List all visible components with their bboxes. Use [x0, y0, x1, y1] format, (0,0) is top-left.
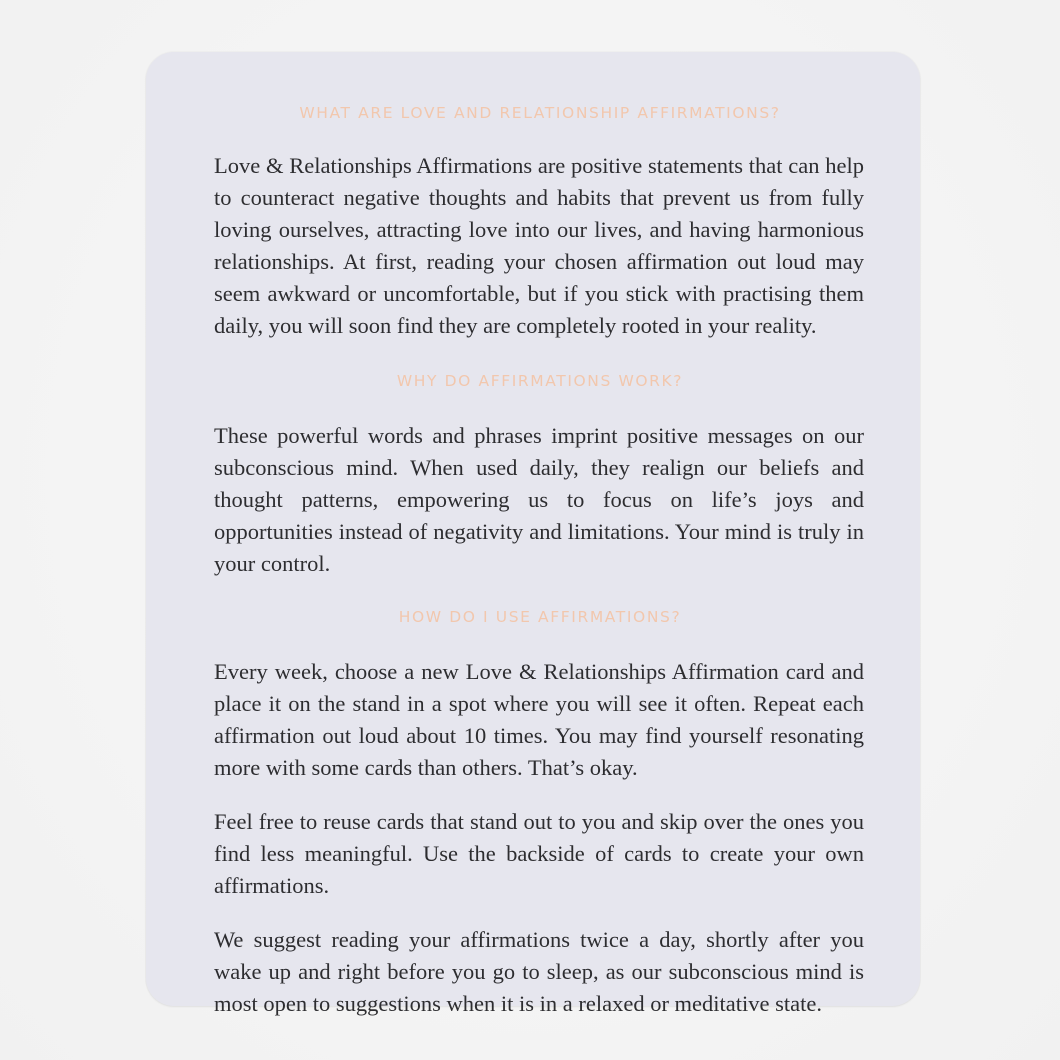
- paragraph-what-are: Love & Relationships Affirmations are positive statements that can help to counteract negative thoughts and habits that prevent us from fully loving ourselves, attracting love into our lives, and having harmonious relationships. At first, reading your chosen affirmation out loud may seem awkward or uncomfortable, but if you stick with practising them daily, you will soon find they are completely rooted in your reality.: [214, 153, 864, 338]
- section-heading-what-are: WHAT ARE LOVE AND RELATIONSHIP AFFIRMATIONS?: [299, 104, 781, 122]
- section-heading-why-work: WHY DO AFFIRMATIONS WORK?: [396, 372, 684, 390]
- paragraph-how-use-twice-daily: We suggest reading your affirmations twice a day, shortly after you wake up and right before you go to sleep, as our subconscious mind is most open to suggestions when it is in a relaxed or meditative state.: [214, 927, 864, 1016]
- paragraph-how-use-weekly: Every week, choose a new Love & Relationships Affirmation card and place it on the stand in a spot where you will see it often. Repeat each affirmation out loud about 10 times. You may find yourself resonating more with some cards than others. That’s okay.: [214, 659, 864, 780]
- paragraph-how-use-reuse: Feel free to reuse cards that stand out to you and skip over the ones you find less meaningful. Use the backside of cards to create your own affirmations.: [214, 809, 864, 898]
- paragraph-why-work: These powerful words and phrases imprint positive messages on our subconscious mind. When used daily, they realign our beliefs and thought patterns, empowering us to focus on life’s joys and opportunities instead of negativity and limitations. Your mind is truly in your control.: [214, 423, 864, 576]
- section-heading-how-use: HOW DO I USE AFFIRMATIONS?: [398, 608, 682, 626]
- affirmation-info-card: [146, 52, 920, 1016]
